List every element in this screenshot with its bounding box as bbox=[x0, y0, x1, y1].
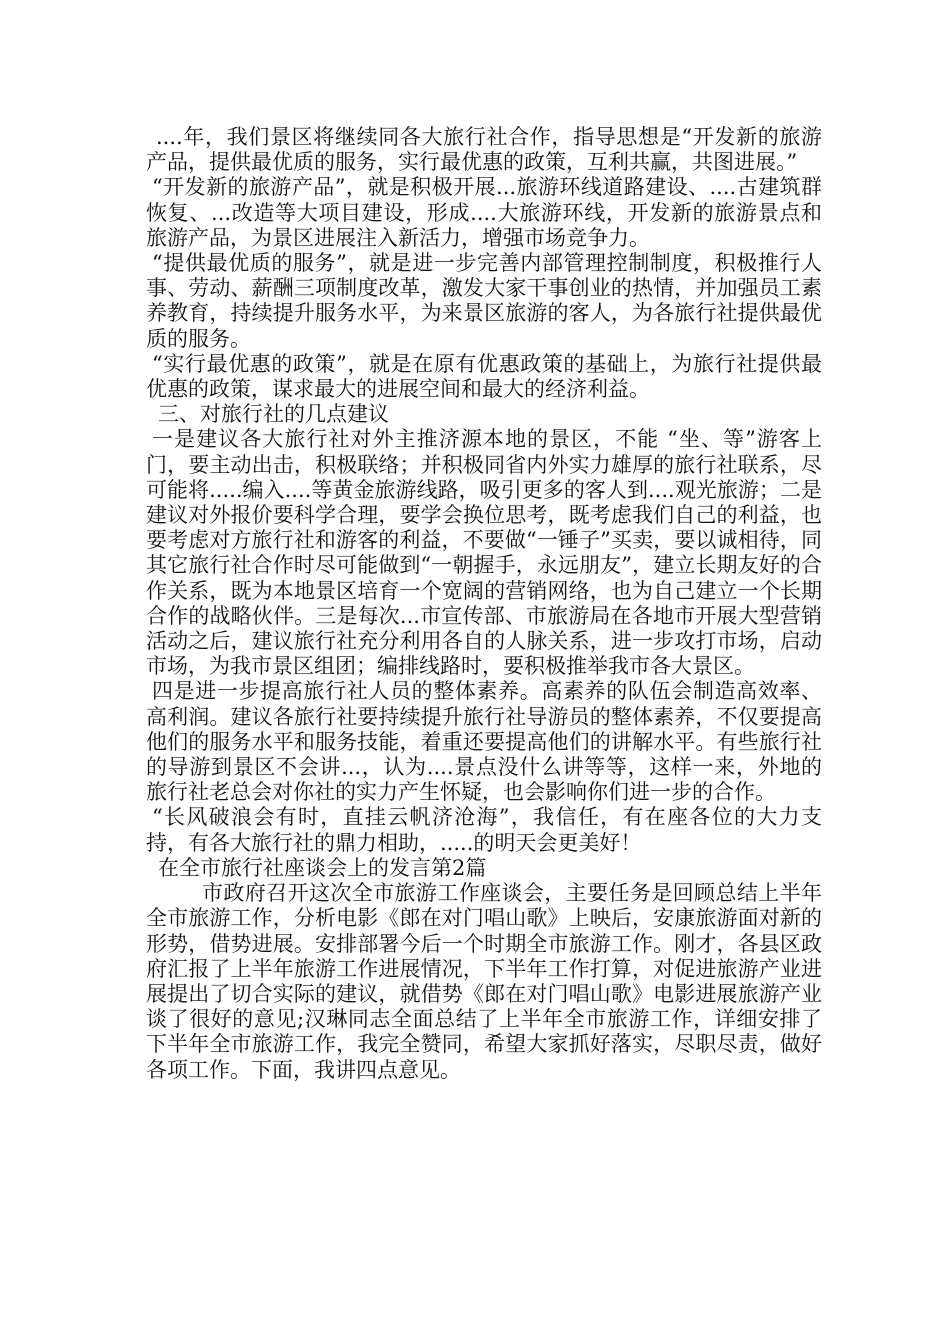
section-heading-suggestions: 三、对旅行社的几点建议 bbox=[158, 402, 389, 427]
document-body bbox=[146, 125, 822, 1083]
paragraph-suggestion-four: 四是进一步提高旅行社人员的整体素养。高素养的队伍会制造高效率、高利润。建议各旅行社要持续提升旅行社导游员的整体素养，不仅要提高他们的服务水平和服务技能，着重还要提高他们的讲解水平。有些旅行社的导游到景区不会讲...，认为....景点没什么讲等等，这样一来，外地的旅行社老总会对你社的实力产生怀疑，也会影响你们进一步的合作。 bbox=[146, 679, 822, 805]
article-title-part-2: 在全市旅行社座谈会上的发言第2篇 bbox=[158, 855, 487, 880]
paragraph-cooperation-intro: ....年，我们景区将继续同各大旅行社合作，指导思想是“开发新的旅游产品，提供最优质的服务，实行最优惠的政策，互利共赢，共图进展。” bbox=[146, 125, 822, 175]
paragraph-new-products: “开发新的旅游产品”，就是积极开展...旅游环线道路建设、....古建筑群恢复、...改造等大项目建设，形成....大旅游环线，开发新的旅游景点和旅游产品，为景区进展注入新活力，增强市场竞争力。 bbox=[146, 175, 822, 250]
paragraph-best-policy: “实行最优惠的政策”，就是在原有优惠政策的基础上，为旅行社提供最优惠的政策，谋求最大的进展空间和最大的经济利益。 bbox=[146, 351, 822, 402]
paragraph-closing: “长风破浪会有时，直挂云帆济沧海”，我信任，有在座各位的大力支持，有各大旅行社的鼎力相助，.....的明天会更美好！ bbox=[146, 805, 822, 855]
paragraph-suggestions-one-to-three: 一是建议各大旅行社对外主推济源本地的景区，不能 “坐、等”游客上门，要主动出击，积极联络；并积极同省内外实力雄厚的旅行社联系，尽可能将.....编入....等黄金旅游线路，吸引更多的客人到....观光旅游；二是建议对外报价要科学合理，要学会换位思考，既考虑我们自己的利益，也要考虑对方旅行社和游客的利益，不要做“一锤子”买卖，要以诚相待，同其它旅行社合作时尽可能做到“一朝握手，永远朋友”，建立长期友好的合作关系，既为本地景区培育一个宽阔的营销网络，也为自己建立一个长期合作的战略伙伴。三是每次...市宣传部、市旅游局在各地市开展大型营销活动之后，建议旅行社充分利用各自的人脉关系，进一步攻打市场，启动市场，为我市景区组团；编排线路时，要积极推举我市各大景区。 bbox=[146, 427, 822, 679]
paragraph-best-service: “提供最优质的服务”，就是进一步完善内部管理控制制度，积极推行人事、劳动、薪酬三项制度改革，激发大家干事创业的热情，并加强员工素养教育，持续提升服务水平，为来景区旅游的客人，为各旅行社提供最优质的服务。 bbox=[146, 251, 822, 351]
paragraph-part-2-intro: 市政府召开这次全市旅游工作座谈会，主要任务是回顾总结上半年全市旅游工作，分析电影《郎在对门唱山歌》上映后，安康旅游面对新的形势，借势进展。安排部署今后一个时期全市旅游工作。刚才，各县区政府汇报了上半年旅游工作进展情况，下半年工作打算，对促进旅游产业进展提出了切合实际的建议，就借势《郎在对门唱山歌》电影进展旅游产业谈了很好的意见;汉琳同志全面总结了上半年全市旅游工作，详细安排了下半年全市旅游工作，我完全赞同，希望大家抓好落实，尽职尽责，做好各项工作。下面，我讲四点意见。 bbox=[146, 881, 822, 1082]
